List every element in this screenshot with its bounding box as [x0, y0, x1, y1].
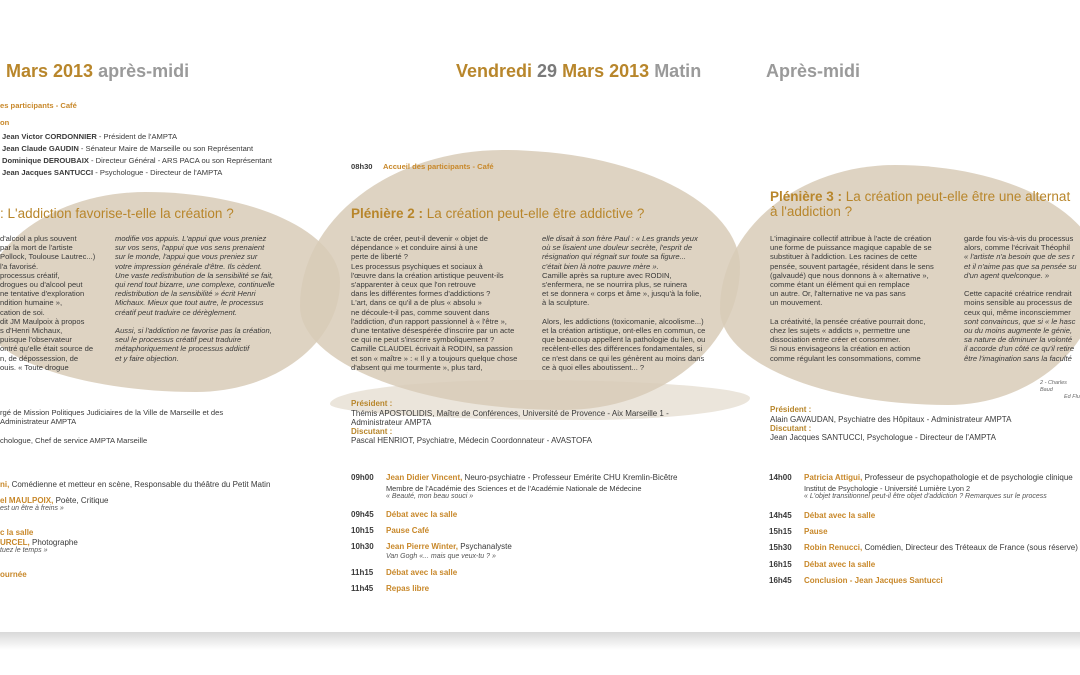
- president-line2: Administrateur AMPTA: [351, 418, 432, 427]
- text-line: Camille après sa rupture avec RODIN,: [542, 270, 672, 280]
- schedule-item: 14h00 Patricia Attigui, Professeur de psychopathologie et de psychologie clinique Institut de Psychologie - Université Lumière Lyon 2 « L'objet transitionnel peut-il être objet d'addiction ? Remarques sur le process: [769, 473, 1073, 500]
- text-line: sa nature de diminuer la volonté: [964, 335, 1073, 345]
- text-line: sur vos sens, l'appui que vos sens prenaient: [115, 243, 265, 253]
- text-line: dépendance » et conduire ainsi à une: [351, 243, 478, 253]
- text-line: alors, comme l'écrivait Théophil: [964, 243, 1070, 253]
- col3-footnote: 2 - Charles Baud Ed Flu: [1040, 380, 1080, 400]
- schedule-item: 11h15 Débat avec la salle: [351, 568, 458, 577]
- schedule-item: ournée: [0, 570, 27, 579]
- text-line: dans les différentes formes d'addictions ?: [351, 289, 491, 299]
- col3-session-title: Plénière 3 : La création peut-elle être une alternat à l'addiction ?: [770, 189, 1071, 219]
- text-line: dissociation entre créer et consommer.: [770, 335, 901, 345]
- col1-text-right: [115, 234, 275, 363]
- discutant: Jean Jacques SANTUCCI, Psychologue - Directeur de l'AMPTA: [770, 433, 996, 442]
- schedule-item: 15h30 Robin Renucci, Comédien, Directeur des Tréteaux de France (sous réserve): [769, 543, 1078, 552]
- text-line: d'alcool a plus souvent: [0, 234, 77, 243]
- text-line: par la mort de l'artiste: [0, 243, 73, 253]
- text-line: puisque l'observateur: [0, 335, 72, 345]
- text-line: Si nous envisageons la création en action: [770, 344, 911, 354]
- text-line: ndition humaine »,: [0, 298, 63, 308]
- text-line: qui rend tout bizarre, une complexe, continuelle: [115, 280, 275, 290]
- text-line: « l'artiste n'a besoin que de ses r: [964, 252, 1075, 262]
- text-line: un autre. Or, l'alternative ne va pas sans: [770, 289, 906, 299]
- text-line: une forme de puissance magique capable de se: [770, 243, 932, 253]
- text-line: pensée, souvent partagée, résident dans le sens: [770, 261, 934, 271]
- text-line: n, de dépossession, de: [0, 353, 79, 363]
- text-line: et y faire objection.: [115, 353, 179, 363]
- text-line: d'un agent quelconque. »: [964, 270, 1050, 280]
- official: Dominique DEROUBAIX - Directeur Général - ARS PACA ou son Représentant: [2, 156, 272, 165]
- schedule-item: 09h45 Débat avec la salle: [351, 510, 458, 519]
- col1-roles: [0, 408, 223, 445]
- col3-chairs: [770, 405, 1011, 443]
- text-line: d'une tentative désespérée d'inscrire par un acte: [351, 326, 515, 336]
- col1-ouverture: on: [0, 118, 10, 127]
- text-line: ou du moins augmente le génie,: [964, 326, 1073, 336]
- text-line: chologue, Chef de service AMPTA Marseille: [0, 435, 148, 445]
- president: Alain GAVAUDAN, Psychiatre des Hôpitaux - Administrateur AMPTA: [770, 415, 1012, 424]
- text-line: Une vaste redistribution de la sensibilité se fait,: [115, 270, 274, 280]
- col3-text-left: [770, 234, 934, 363]
- text-line: cation de soi.: [0, 307, 45, 317]
- text-line: ceux qui, même inconsciemmer: [964, 307, 1071, 317]
- col3-schedule: [769, 473, 1078, 592]
- text-line: comme étant un élément qui en remplace: [770, 280, 910, 290]
- official: Jean Victor CORDONNIER - Président de l'AMPTA: [2, 132, 178, 141]
- text-line: Administrateur AMPTA: [0, 417, 77, 427]
- text-line: que beaucoup appellent la pathologie du lien, ou: [542, 335, 706, 345]
- text-line: redistribution de la sensibilité » écrit Henri: [115, 289, 256, 299]
- schedule-item: 16h45 Conclusion - Jean Jacques Santucci: [769, 576, 943, 585]
- text-line: s d'Henri Michaux,: [0, 326, 63, 336]
- text-line: [115, 317, 275, 326]
- text-line: d'absent qui me tourmente », plus tard,: [351, 362, 483, 372]
- schedule-item: URCEL, Photographe tuez le temps »: [0, 538, 78, 554]
- text-line: être l'imagination sans la faculté: [964, 353, 1072, 363]
- schedule-item: c la salle: [0, 528, 34, 537]
- text-line: rgé de Mission Politiques Judiciaires de la Ville de Marseille et des: [0, 408, 224, 417]
- text-line: L'imaginaire collectif attribue à l'acte de création: [770, 234, 932, 243]
- col1-header: Mars 2013 après-midi: [6, 61, 190, 81]
- text-line: L'acte de créer, peut-il devenir « objet de: [351, 234, 488, 243]
- schedule-item: el MAULPOIX, Poète, Critique est un être à freins »: [0, 496, 109, 512]
- col1-text-left: [0, 234, 95, 372]
- text-line: créatif peut traduire ce dérèglement.: [115, 307, 237, 317]
- col3-text-right: [964, 234, 1076, 363]
- col2-schedule: [351, 473, 678, 600]
- col1-officials: [2, 131, 272, 179]
- text-line: sur le monde, l'appui que vous preniez sur: [115, 252, 258, 262]
- text-line: sont convaincus, que si « le hasc: [964, 316, 1076, 326]
- text-line: [0, 426, 223, 435]
- text-line: moins sensible au processus de: [964, 298, 1073, 308]
- col1-session-title: : L'addiction favorise-t-elle la création ?: [0, 206, 234, 221]
- text-line: Cette capacité créatrice rendrait: [964, 289, 1072, 299]
- page-shadow: [0, 632, 1080, 650]
- official: Jean Claude GAUDIN - Sénateur Maire de Marseille ou son Représentant: [2, 144, 254, 153]
- text-line: et il n'aime pas que sa pensée su: [964, 261, 1077, 271]
- president-label: Président :: [351, 399, 393, 408]
- schedule-item: 10h15 Pause Café: [351, 526, 430, 535]
- col2-session-title: Plénière 2 : La création peut-elle être addictive ?: [351, 206, 645, 221]
- col1-schedule: [0, 474, 270, 580]
- text-line: Pollock, Toulouse Lautrec...): [0, 252, 96, 262]
- text-line: La créativité, la pensée créative pourrait donc,: [770, 316, 926, 326]
- text-line: elle disait à son frère Paul : « Les grands yeux: [542, 234, 698, 243]
- text-line: (galvaudé) que nous donnons à « alternative »,: [770, 270, 929, 280]
- text-line: où se lisaient une douleur secrète, l'esprit de: [542, 243, 693, 253]
- text-line: perte de liberté ?: [351, 252, 408, 262]
- schedule-item: 16h15 Débat avec la salle: [769, 560, 876, 569]
- official: Jean Jacques SANTUCCI - Psychologue - Directeur de l'AMPTA: [2, 168, 223, 177]
- text-line: drogues ou d'alcool peut: [0, 280, 83, 290]
- text-line: un mouvement.: [770, 298, 823, 308]
- text-line: votre impression générale d'être. Ils cèdent.: [115, 261, 263, 271]
- text-line: dit JM Maulpoix à propos: [0, 316, 85, 326]
- discutant: Pascal HENRIOT, Psychiatre, Médecin Coordonnateur - AVASTOFA: [351, 436, 592, 445]
- text-line: s'enfermera, ne se nourrira plus, se ruinera: [542, 280, 687, 290]
- discutant-label: Discutant :: [770, 424, 812, 433]
- text-line: l'a favorisé.: [0, 261, 39, 271]
- col2-accueil: 08h30 Accueil des participants - Café: [351, 162, 494, 171]
- text-line: l'œuvre dans la création artistique peuvent-ils: [351, 270, 504, 280]
- text-line: garde fou vis-à-vis du processus: [964, 234, 1074, 243]
- text-line: processus créatif,: [0, 270, 60, 280]
- text-line: ce à quoi elles aboutissent... ?: [542, 362, 645, 372]
- president: Thémis APOSTOLIDIS, Maître de Conférences, Université de Provence - Aix Marseille 1 -: [351, 409, 669, 418]
- col3-header: Après-midi: [766, 61, 861, 81]
- schedule-item: 11h45 Repas libre: [351, 584, 430, 593]
- text-line: Les processus psychiques et sociaux à: [351, 261, 483, 271]
- text-line: ce n'est dans ce qui les génèrent au moins dans: [542, 353, 705, 363]
- text-line: [770, 308, 934, 317]
- col2-header: Vendredi 29 Mars 2013 Matin: [456, 61, 702, 81]
- text-line: modifie vos appuis. L'appui que vous preniez: [115, 234, 267, 243]
- text-line: chez les sujets « addicts », permettre une: [770, 326, 911, 336]
- president-label: Président :: [770, 405, 812, 414]
- text-line: c'était bien là notre pauvre mère ».: [542, 261, 659, 271]
- text-line: ne tentative d'exploration: [0, 289, 85, 299]
- text-line: seul le processus créatif peut traduire: [115, 335, 242, 345]
- text-line: L'art, dans ce qu'il a de plus « absolu »: [351, 298, 482, 308]
- text-line: Aussi, si l'addiction ne favorise pas la création,: [115, 326, 272, 336]
- text-line: et se donnera « corps et âme », jusqu'à la folie,: [542, 289, 702, 299]
- text-line: s'apparenter à ceux que l'on retrouve: [351, 280, 476, 290]
- text-line: il accorde d'un côté ce qu'il retire: [964, 344, 1075, 354]
- text-line: ouis. « Toute drogue: [0, 362, 69, 372]
- col2-text-right: [542, 234, 705, 372]
- text-line: [542, 308, 705, 317]
- col2-text-left: [351, 234, 517, 372]
- text-line: [964, 280, 1076, 289]
- col2-chairs: [351, 399, 669, 446]
- text-line: Camille CLAUDEL écrivait à RODIN, sa passion: [351, 344, 513, 354]
- text-line: métaphoriquement le processus addictif: [115, 344, 250, 354]
- schedule-item: 14h45 Débat avec la salle: [769, 511, 876, 520]
- text-line: l'addiction, d'un rapport passionnel à « l'être »,: [351, 316, 507, 326]
- text-line: et son « maître » : « Il y a toujours quelque chose: [351, 353, 518, 363]
- text-line: ne découle-t-il pas, comme souvent dans: [351, 307, 490, 317]
- text-line: ce qui ne peut s'inscrire symboliquement ?: [351, 335, 495, 345]
- schedule-item: ni, Comédienne et metteur en scène, Responsable du théâtre du Petit Matin: [0, 480, 271, 489]
- text-line: et la création artistique, ont-elles en commun, ce: [542, 326, 706, 336]
- text-line: Alors, les addictions (toxicomanie, alcoolisme...): [542, 316, 704, 326]
- text-line: substituer à l'addiction. Les racines de cette: [770, 252, 918, 262]
- schedule-item: 15h15 Pause: [769, 527, 828, 536]
- text-line: résignation qui régnait sur toute sa figure...: [542, 252, 686, 262]
- schedule-item: 09h00 Jean Didier Vincent, Neuro-psychiatre - Professeur Emérite CHU Kremlin-Bicêtre Membre de l'Académie des Sciences et de l'Académie Nationale de Médecine « Beauté, mon beau souci »: [351, 473, 678, 500]
- schedule-item: 10h30 Jean Pierre Winter, Psychanalyste Van Gogh «... mais que veux-tu ? »: [351, 542, 512, 560]
- text-line: ontré qu'elle était source de: [0, 344, 94, 354]
- text-line: à la sculpture.: [542, 298, 590, 308]
- text-line: comme régulant les consommations, comme: [770, 353, 921, 363]
- discutant-label: Discutant :: [351, 427, 393, 436]
- col1-accueil: es participants - Café: [0, 101, 77, 110]
- text-line: Michaux. Mieux que tout autre, le processus: [115, 298, 264, 308]
- text-line: recèlent-elles des différences fondamentales, si: [542, 344, 703, 354]
